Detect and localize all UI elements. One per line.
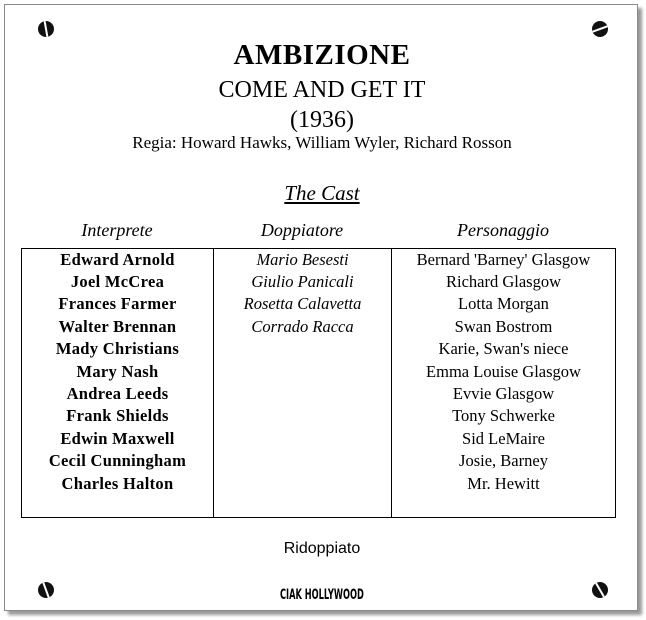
original-title: COME AND GET IT bbox=[218, 77, 426, 103]
table-row bbox=[22, 249, 616, 271]
actor-cell: Joel McCrea bbox=[22, 271, 214, 293]
brand-logo bbox=[5, 585, 639, 603]
dubber-cell: Giulio Panicali bbox=[214, 271, 392, 293]
actor-cell: Frank Shields bbox=[22, 405, 214, 427]
table-row bbox=[22, 428, 616, 450]
dubber-cell: Corrado Racca bbox=[214, 316, 392, 338]
actor-cell: Mady Christians bbox=[22, 338, 214, 360]
table-row bbox=[22, 293, 616, 315]
actor-cell: Edwin Maxwell bbox=[22, 428, 214, 450]
column-header-character: Personaggio bbox=[457, 220, 549, 240]
character-cell: Richard Glasgow bbox=[392, 271, 616, 293]
redub-note: Ridoppiato bbox=[283, 540, 361, 557]
director-credit: Regia: Howard Hawks, William Wyler, Richard Rosson bbox=[132, 133, 512, 152]
table-row bbox=[22, 495, 616, 517]
table-row bbox=[22, 450, 616, 472]
table-row bbox=[22, 338, 616, 360]
table-row bbox=[22, 405, 616, 427]
actor-cell: Mary Nash bbox=[22, 360, 214, 382]
table-row bbox=[22, 383, 616, 405]
character-cell: Josie, Barney bbox=[392, 450, 616, 472]
character-cell: Sid LeMaire bbox=[392, 428, 616, 450]
dubber-cell bbox=[214, 450, 392, 472]
dubber-cell: Rosetta Calavetta bbox=[214, 293, 392, 315]
actor-cell: Walter Brennan bbox=[22, 316, 214, 338]
character-cell: Swan Bostrom bbox=[392, 316, 616, 338]
dubber-cell bbox=[214, 383, 392, 405]
character-cell: Evvie Glasgow bbox=[392, 383, 616, 405]
dubber-cell bbox=[214, 338, 392, 360]
character-cell: Emma Louise Glasgow bbox=[392, 360, 616, 382]
actor-cell: Cecil Cunningham bbox=[22, 450, 214, 472]
character-cell: Lotta Morgan bbox=[392, 293, 616, 315]
release-year: (1936) bbox=[290, 107, 354, 133]
dubber-cell: Mario Besesti bbox=[214, 249, 392, 271]
screw-icon bbox=[592, 21, 608, 37]
table-row bbox=[22, 271, 616, 293]
screw-icon bbox=[38, 21, 54, 37]
actor-cell: Frances Farmer bbox=[22, 293, 214, 315]
character-cell: Mr. Hewitt bbox=[392, 472, 616, 494]
table-row bbox=[22, 472, 616, 494]
actor-cell: Charles Halton bbox=[22, 472, 214, 494]
dubber-cell bbox=[214, 472, 392, 494]
brand-logo-text: CIAK HOLLYWOOD bbox=[280, 586, 364, 603]
dubber-cell bbox=[214, 495, 392, 517]
cast-heading: The Cast bbox=[284, 181, 360, 205]
character-cell: Tony Schwerke bbox=[392, 405, 616, 427]
character-cell: Bernard 'Barney' Glasgow bbox=[392, 249, 616, 271]
actor-cell bbox=[22, 495, 214, 517]
character-cell bbox=[392, 495, 616, 517]
column-header-dubber: Doppiatore bbox=[260, 220, 344, 240]
cast-table bbox=[21, 248, 616, 518]
dubber-cell bbox=[214, 360, 392, 382]
plaque-panel bbox=[4, 4, 638, 611]
table-row bbox=[22, 360, 616, 382]
page-title: AMBIZIONE bbox=[233, 39, 411, 71]
column-header-actor: Interprete bbox=[81, 220, 153, 240]
dubber-cell bbox=[214, 428, 392, 450]
dubber-cell bbox=[214, 405, 392, 427]
character-cell: Karie, Swan's niece bbox=[392, 338, 616, 360]
table-row bbox=[22, 316, 616, 338]
actor-cell: Andrea Leeds bbox=[22, 383, 214, 405]
actor-cell: Edward Arnold bbox=[22, 249, 214, 271]
